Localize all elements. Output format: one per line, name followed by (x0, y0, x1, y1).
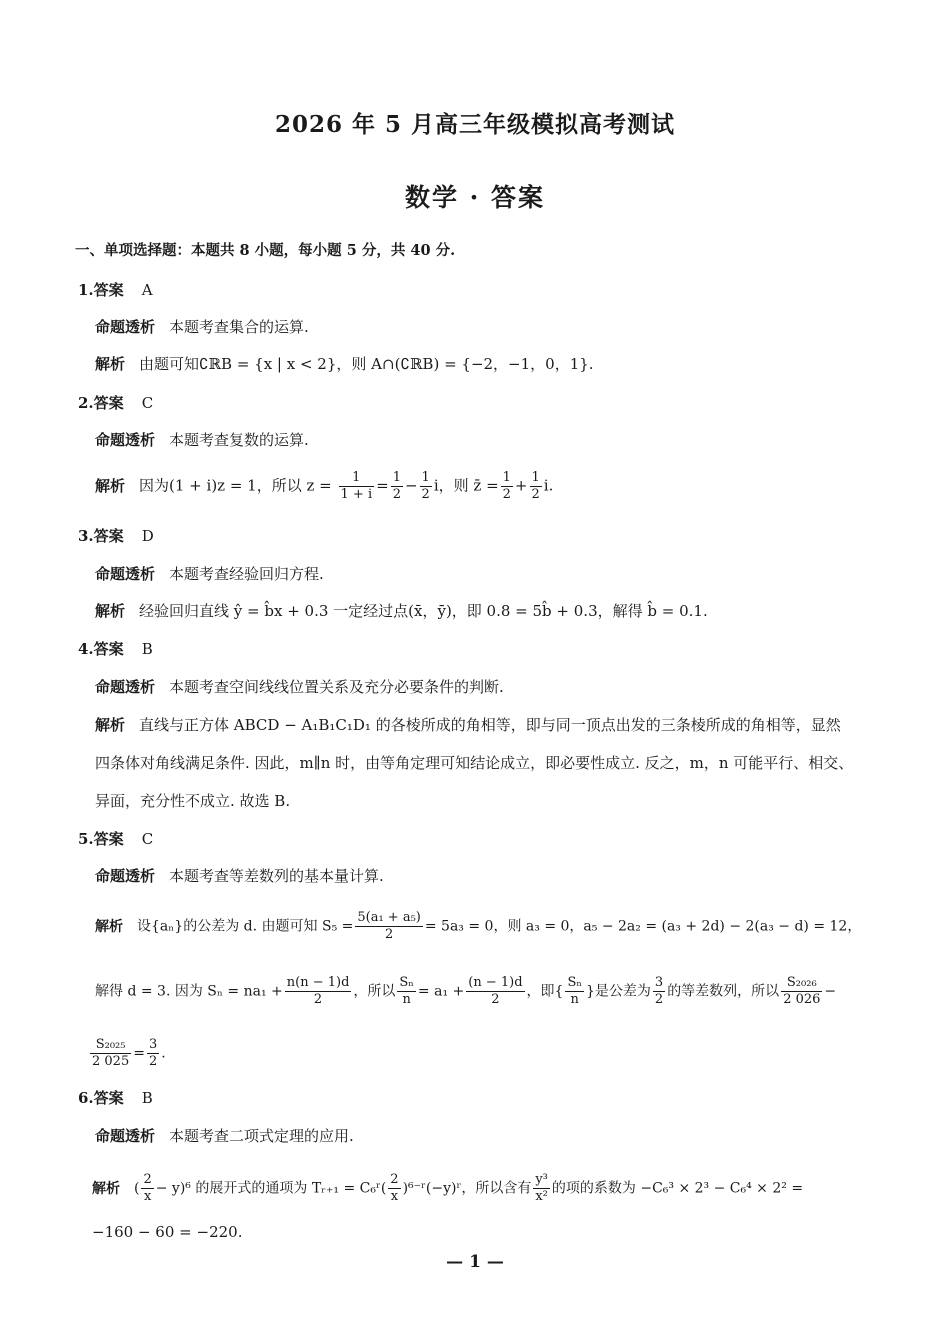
q5-f6-num: 3 (654, 975, 664, 990)
q6-line1-c: )⁶⁻ʳ(−y)ʳ，所以含有 (402, 1180, 532, 1197)
q6-f3-num: y³ (535, 1172, 548, 1187)
q6-line1-a: ( (134, 1180, 140, 1197)
q5-f2-den: 2 (313, 992, 323, 1007)
q5-f4-num: (n − 1)d (468, 975, 523, 990)
q5-f7-num: S₂₀₂₆ (781, 975, 822, 992)
q6-f1-den: x (143, 1189, 152, 1204)
q5-insight-line (95, 866, 384, 886)
q5-f3-num: Sₙ (399, 975, 414, 990)
q3-insight-line (95, 564, 324, 584)
q4-answer-line (78, 639, 153, 659)
q2-f5-den: 2 (531, 487, 540, 502)
q1-analysis: 由题可知∁ℝB = {x | x < 2}，则 A∩(∁ℝB) = {−2，−1，0，1}. (139, 355, 594, 373)
q5-f5-num: Sₙ (567, 975, 582, 990)
insight-label: 命题透析 (95, 678, 156, 696)
q2-fraction-5 (530, 470, 542, 503)
q4-insight-line (95, 677, 504, 697)
q5-f1-den: 2 (384, 927, 394, 942)
q5-f8-den: 2 025 (92, 1054, 130, 1069)
q1-number: 1. (78, 281, 94, 299)
q6-insight-line (95, 1126, 354, 1146)
q5-fraction-6 (653, 975, 665, 1008)
q6-insight: 本题考查二项式定理的应用. (169, 1127, 354, 1145)
q6-analysis-line-1 (92, 1172, 803, 1205)
insight-label: 命题透析 (95, 1127, 156, 1145)
q6-f3-den: x² (535, 1189, 548, 1204)
q5-line1-a: 设{aₙ}的公差为 d. 由题可知 S₅ = (137, 918, 354, 935)
q3-number: 3. (78, 527, 94, 545)
q2-analysis-a: 因为(1 + i)z = 1，所以 z = (139, 476, 332, 495)
q5-insight: 本题考查等差数列的基本量计算. (169, 867, 384, 885)
q2-fraction-1 (339, 470, 375, 503)
q5-fraction-8 (90, 1037, 131, 1070)
q3-analysis: 经验回归直线 ŷ = b̂x + 0.3 一定经过点(x̄，ȳ)，即 0.8 = 5b̂ + 0.3，解得 b̂ = 0.1. (139, 602, 708, 620)
q5-fraction-5 (565, 975, 584, 1008)
q2-f1-num: 1 (339, 470, 375, 487)
q4-insight: 本题考查空间线线位置关系及充分必要条件的判断. (169, 678, 504, 696)
q5-f3-den: n (402, 992, 411, 1007)
q2-answer-line (78, 393, 153, 413)
q2-minus: − (404, 476, 418, 495)
page-number: — 1 — (446, 1252, 504, 1272)
q5-f6-den: 2 (654, 992, 664, 1007)
q5-f7-den: 2 026 (783, 992, 821, 1007)
q3-answer: D (141, 527, 154, 545)
q6-number: 6. (78, 1089, 94, 1107)
q2-f1-den: 1 + i (340, 487, 373, 502)
q5-f1-num: 5(a₁ + a₅) (357, 910, 421, 925)
q5-line3-a: = (133, 1045, 145, 1062)
q2-insight: 本题考查复数的运算. (169, 431, 309, 449)
q4-analysis-1: 直线与正方体 ABCD − A₁B₁C₁D₁ 的各棱所成的角相等，即与同一顶点出发的三条棱所成的角相等，显然 (139, 716, 841, 734)
q6-line1-d: 的项的系数为 −C₆³ × 2³ − C₆⁴ × 2² = (551, 1180, 804, 1197)
q5-line2-c: = a₁ + (417, 983, 465, 1000)
q1-insight-line (95, 317, 309, 337)
q5-analysis-line-2: 解得 d = 3. 因为 Sₙ = na₁ + $\frac{n(n - 1)d}{2}$ ，所以 $\frac{\text{Sₙ}}{n}$ = a₁ + $\frac{(n - 1)d}{2}$ ，即{ $\frac{\text{Sₙ}}{n}$ }是公差为 $\frac{3}{2}$ 的等差数列，所以 $\frac{\text{S₂₀₂₆}}{2 026}$ − (95, 975, 837, 1007)
section-heading: 一、单项选择题：本题共 8 小题，每小题 5 分，共 40 分. (75, 242, 456, 259)
q6-fraction-3 (533, 1172, 550, 1205)
q5-f2-num: n(n − 1)d (286, 975, 350, 990)
q2-f3-den: 2 (421, 487, 430, 502)
q4-analysis-line-1 (95, 715, 841, 735)
q2-f5-num: 1 (531, 470, 540, 485)
q6-f2-num: 2 (390, 1172, 399, 1187)
q2-number: 2. (78, 394, 94, 412)
q6-f1-num: 2 (143, 1172, 152, 1187)
answer-label: 答案 (93, 640, 124, 658)
q6-answer-line (78, 1088, 153, 1108)
q2-f2-num: 1 (392, 470, 401, 485)
q2-f4-num: 1 (502, 470, 511, 485)
q2-f3-num: 1 (421, 470, 430, 485)
q3-analysis-line (95, 601, 708, 621)
q5-line1-b: = 5a₃ = 0，则 a₃ = 0，a₅ − 2a₂ = (a₃ + 2d) − 2(a₃ − d) = 12， (424, 918, 862, 935)
answer-label: 答案 (93, 527, 124, 545)
q5-line3-b: . (161, 1045, 166, 1062)
q5-analysis-line-1 (95, 910, 861, 943)
q4-number: 4. (78, 640, 94, 658)
q3-insight: 本题考查经验回归方程. (169, 565, 324, 583)
analysis-label: 解析 (95, 602, 126, 620)
q5-f5-den: n (570, 992, 579, 1007)
q6-fraction-1 (141, 1172, 153, 1205)
q2-f4-den: 2 (502, 487, 511, 502)
analysis-label: 解析 (95, 355, 126, 373)
q6-fraction-2 (388, 1172, 400, 1205)
q2-f2-den: 2 (392, 487, 401, 502)
q5-number: 5. (78, 830, 94, 848)
q1-insight: 本题考查集合的运算. (169, 318, 309, 336)
q1-answer-line (78, 280, 153, 300)
q2-plus: + (514, 476, 528, 495)
q2-fraction-3 (420, 470, 432, 503)
analysis-label: 解析 (95, 918, 123, 935)
q5-fraction-7 (781, 975, 822, 1008)
analysis-label: 解析 (95, 716, 126, 734)
q2-analysis-c: i. (543, 476, 554, 495)
q5-answer: C (141, 830, 154, 848)
q2-insight-line (95, 430, 309, 450)
q6-line1-b: − y)⁶ 的展开式的通项为 Tᵣ₊₁ = C₆ʳ( (155, 1180, 387, 1197)
q5-line2-e: 是公差为 (594, 983, 651, 1000)
q2-fraction-4 (501, 470, 513, 503)
q5-line2-a: 解得 d = 3. 因为 Sₙ = na₁ + (95, 983, 283, 1000)
insight-label: 命题透析 (95, 431, 156, 449)
q5-fraction-4 (466, 975, 524, 1008)
q2-analysis-line: 解析 因为(1 + i)z = 1，所以 z = $\frac{1}{1 + i}$ = $\frac{1}{2}$ − $\frac{1}{2}$ i，则 z̄ = $\frac{1}{2}$ + $\frac{1}{2}$ i. (95, 470, 554, 502)
subject-title: 数学 · 答案 (404, 183, 546, 212)
q4-analysis-line-2: 四条体对角线满足条件. 因此，m∥n 时，由等角定理可知结论成立，即必要性成立. 反之，m，n 可能平行、相交、 (95, 754, 854, 772)
q5-answer-line (78, 829, 153, 849)
q5-f9-num: 3 (148, 1037, 158, 1052)
q2-analysis-b: i，则 z̄ = (433, 476, 499, 495)
q5-line2-f: 的等差数列，所以 (667, 983, 780, 1000)
q5-line2-g: − (824, 983, 837, 1000)
q5-fraction-9 (147, 1037, 159, 1070)
q6-analysis-line-2: −160 − 60 = −220. (92, 1223, 243, 1241)
q5-analysis-line-3 (88, 1037, 166, 1070)
q6-answer: B (141, 1089, 153, 1107)
q5-f8-num: S₂₀₂₅ (90, 1037, 131, 1054)
q1-answer: A (141, 281, 153, 299)
q5-f9-den: 2 (148, 1054, 158, 1069)
insight-label: 命题透析 (95, 565, 156, 583)
q2-answer: C (141, 394, 154, 412)
insight-label: 命题透析 (95, 867, 156, 885)
q3-answer-line (78, 526, 154, 546)
analysis-label: 解析 (92, 1180, 120, 1197)
analysis-label: 解析 (95, 476, 126, 495)
q6-f2-den: x (390, 1189, 399, 1204)
answer-label: 答案 (93, 830, 124, 848)
q1-analysis-line (95, 354, 594, 374)
insight-label: 命题透析 (95, 318, 156, 336)
answer-label: 答案 (93, 394, 124, 412)
q5-fraction-2 (285, 975, 352, 1008)
q5-line2-b: ，所以 (353, 983, 396, 1000)
answer-label: 答案 (93, 281, 124, 299)
q4-analysis-line-3: 异面，充分性不成立. 故选 B. (95, 792, 291, 810)
q5-f4-den: 2 (491, 992, 500, 1007)
q4-answer: B (141, 640, 153, 658)
q5-line2-d: ，即 (526, 983, 555, 1000)
page-title: 2026 年 5 月高三年级模拟高考测试 (274, 111, 676, 138)
q5-fraction-1 (355, 910, 423, 943)
q2-fraction-2 (391, 470, 403, 503)
answer-label: 答案 (93, 1089, 124, 1107)
q5-fraction-3 (397, 975, 416, 1008)
